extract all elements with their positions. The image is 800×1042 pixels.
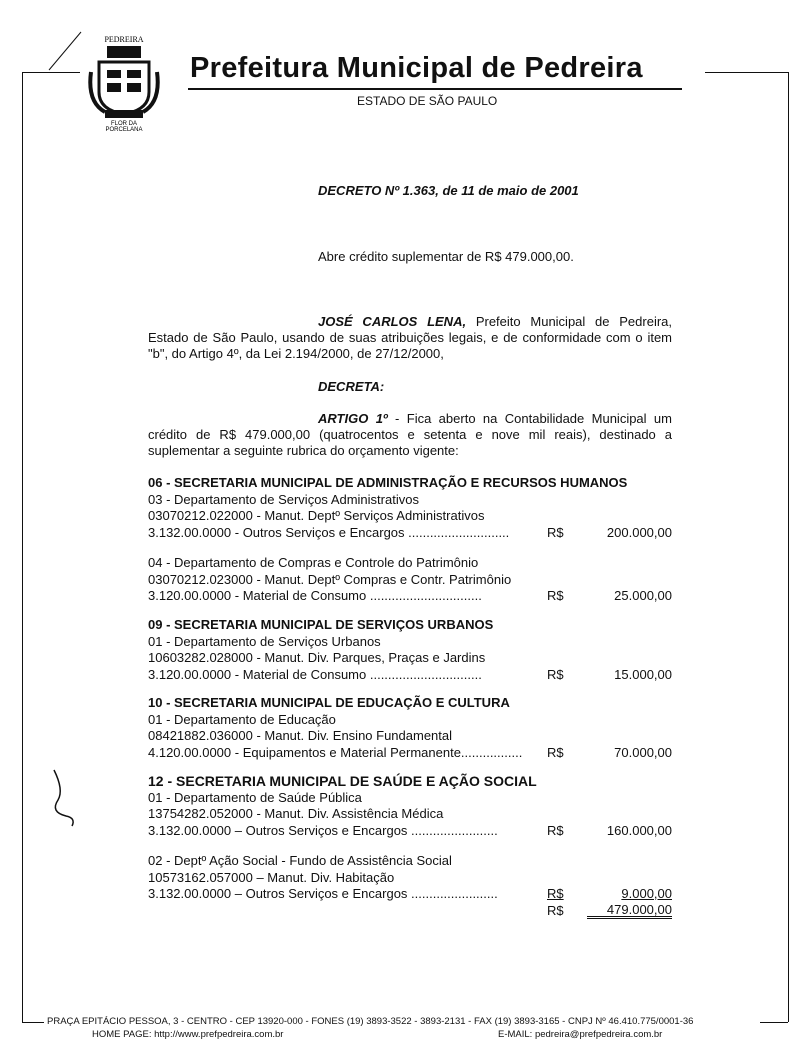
department: 01 - Departamento de Serviços Urbanos: [148, 633, 381, 649]
item: 3.132.00.0000 - Outros Serviços e Encargos ............................: [148, 524, 510, 540]
currency: R$: [547, 524, 564, 540]
preamble: [148, 314, 672, 362]
item: 3.132.00.0000 – Outros Serviços e Encargos ........................: [148, 886, 498, 901]
program: 03070212.023000 - Manut. Deptº Compras e Contr. Patrimônio: [148, 571, 512, 587]
program: 03070212.022000 - Manut. Deptº Serviços Administrativos: [148, 508, 485, 523]
total-amount: 479.000,00: [587, 903, 672, 920]
item: 4.120.00.0000 - Equipamentos e Material Permanente.................: [148, 744, 523, 760]
section-heading: 06 - SECRETARIA MUNICIPAL DE ADMINISTRAÇÃO E RECURSOS HUMANOS: [148, 475, 628, 490]
currency: R$: [547, 822, 564, 838]
department: 01 - Departamento de Saúde Pública: [148, 789, 362, 805]
frame-line: [22, 72, 80, 73]
total-line: [148, 903, 672, 920]
currency: R$: [547, 588, 564, 603]
item: 3.120.00.0000 - Material de Consumo ...............................: [148, 666, 482, 682]
department: 03 - Departamento de Serviços Administrativos: [148, 491, 419, 507]
amount: 200.000,00: [606, 524, 672, 540]
program: 08421882.036000 - Manut. Div. Ensino Fundamental: [148, 728, 453, 743]
amount: 160.000,00: [606, 822, 672, 838]
budget-line: [148, 886, 672, 903]
program: 10573162.057000 – Manut. Div. Habitação: [148, 869, 395, 885]
frame-line: [760, 1022, 788, 1023]
svg-text:PEDREIRA: PEDREIRA: [104, 35, 144, 44]
preamble-text: Prefeito Municipal de Pedreira, Estado de São Paulo, usando de suas atribuições legais, e de conformidade com o item "b", do Artigo 4º, da Lei 2.194/2000, de 27/12/2000,: [148, 314, 673, 361]
budget-section: [148, 475, 672, 605]
article-label: ARTIGO 1º: [318, 411, 388, 426]
amount: 15.000,00: [614, 666, 672, 682]
budget-section: [148, 617, 672, 683]
program: 13754282.052000 - Manut. Div. Assistência Médica: [148, 806, 444, 821]
budget-line: [148, 667, 672, 684]
section-heading: 09 - SECRETARIA MUNICIPAL DE SERVIÇOS URBANOS: [148, 617, 494, 632]
frame-line: [705, 72, 788, 73]
currency: R$: [547, 666, 564, 682]
page-title: Prefeitura Municipal de Pedreira: [190, 52, 643, 84]
title-underline: [188, 88, 682, 90]
frame-line: [22, 72, 23, 1022]
footer-email[interactable]: E-MAIL: pedreira@prefpedreira.com.br: [498, 1029, 663, 1040]
svg-text:PORCELANA: PORCELANA: [105, 127, 143, 132]
budget-section: [148, 695, 672, 761]
decree-summary: Abre crédito suplementar de R$ 479.000,00.: [318, 249, 574, 264]
amount: 25.000,00: [614, 588, 672, 603]
article-1: [148, 411, 672, 459]
total-currency: R$: [547, 902, 564, 918]
item: 3.132.00.0000 – Outros Serviços e Encargos ........................: [148, 822, 498, 838]
program: 10603282.028000 - Manut. Div. Parques, Praças e Jardins: [148, 650, 486, 665]
municipal-crest-logo: [85, 32, 163, 132]
amount: 9.000,00: [621, 886, 672, 901]
section-heading: 10 - SECRETARIA MUNICIPAL DE EDUCAÇÃO E CULTURA: [148, 695, 510, 710]
article-text: - Fica aberto na Contabilidade Municipal um crédito de R$ 479.000,00 (quatrocentos e setenta e nove mil reais), destinado a suplementar a seguinte rubrica do orçamento vigente:: [148, 411, 672, 458]
department: 02 - Deptº Ação Social - Fundo de Assistência Social: [148, 853, 452, 868]
svg-text:FLOR DA: FLOR DA: [110, 121, 138, 127]
subtitle: ESTADO DE SÃO PAULO: [357, 94, 498, 108]
frame-line: [788, 72, 789, 1022]
budget-line: [148, 745, 672, 762]
footer-homepage[interactable]: HOME PAGE: http://www.prefpedreira.com.br: [92, 1029, 284, 1040]
department: 04 - Departamento de Compras e Controle do Patrimônio: [148, 555, 479, 570]
amount: 70.000,00: [614, 744, 672, 760]
department: 01 - Departamento de Educação: [148, 711, 336, 727]
budget-line: [148, 588, 672, 605]
decree-title: DECRETO Nº 1.363, de 11 de maio de 2001: [318, 183, 579, 198]
budget-section: [148, 773, 672, 919]
frame-line: [22, 1022, 44, 1023]
signature-initials: [48, 768, 78, 828]
footer-address: PRAÇA EPITÁCIO PESSOA, 3 - CENTRO - CEP 13920-000 - FONES (19) 3893-3522 - 3893-2131 - FAX (19) 3893-3165 - CNPJ Nº 46.410.775/0001-36: [47, 1016, 694, 1027]
mayor-name: JOSÉ CARLOS LENA,: [318, 314, 467, 329]
item: 3.120.00.0000 - Material de Consumo ...............................: [148, 588, 482, 603]
currency: R$: [547, 744, 564, 760]
budget-line: [148, 525, 672, 542]
pen-mark: [45, 30, 85, 75]
currency: R$: [547, 886, 564, 901]
budget-line: [148, 823, 672, 840]
section-heading: 12 - SECRETARIA MUNICIPAL DE SAÚDE E AÇÃO SOCIAL: [148, 773, 537, 789]
decreta-label: DECRETA:: [318, 379, 385, 394]
